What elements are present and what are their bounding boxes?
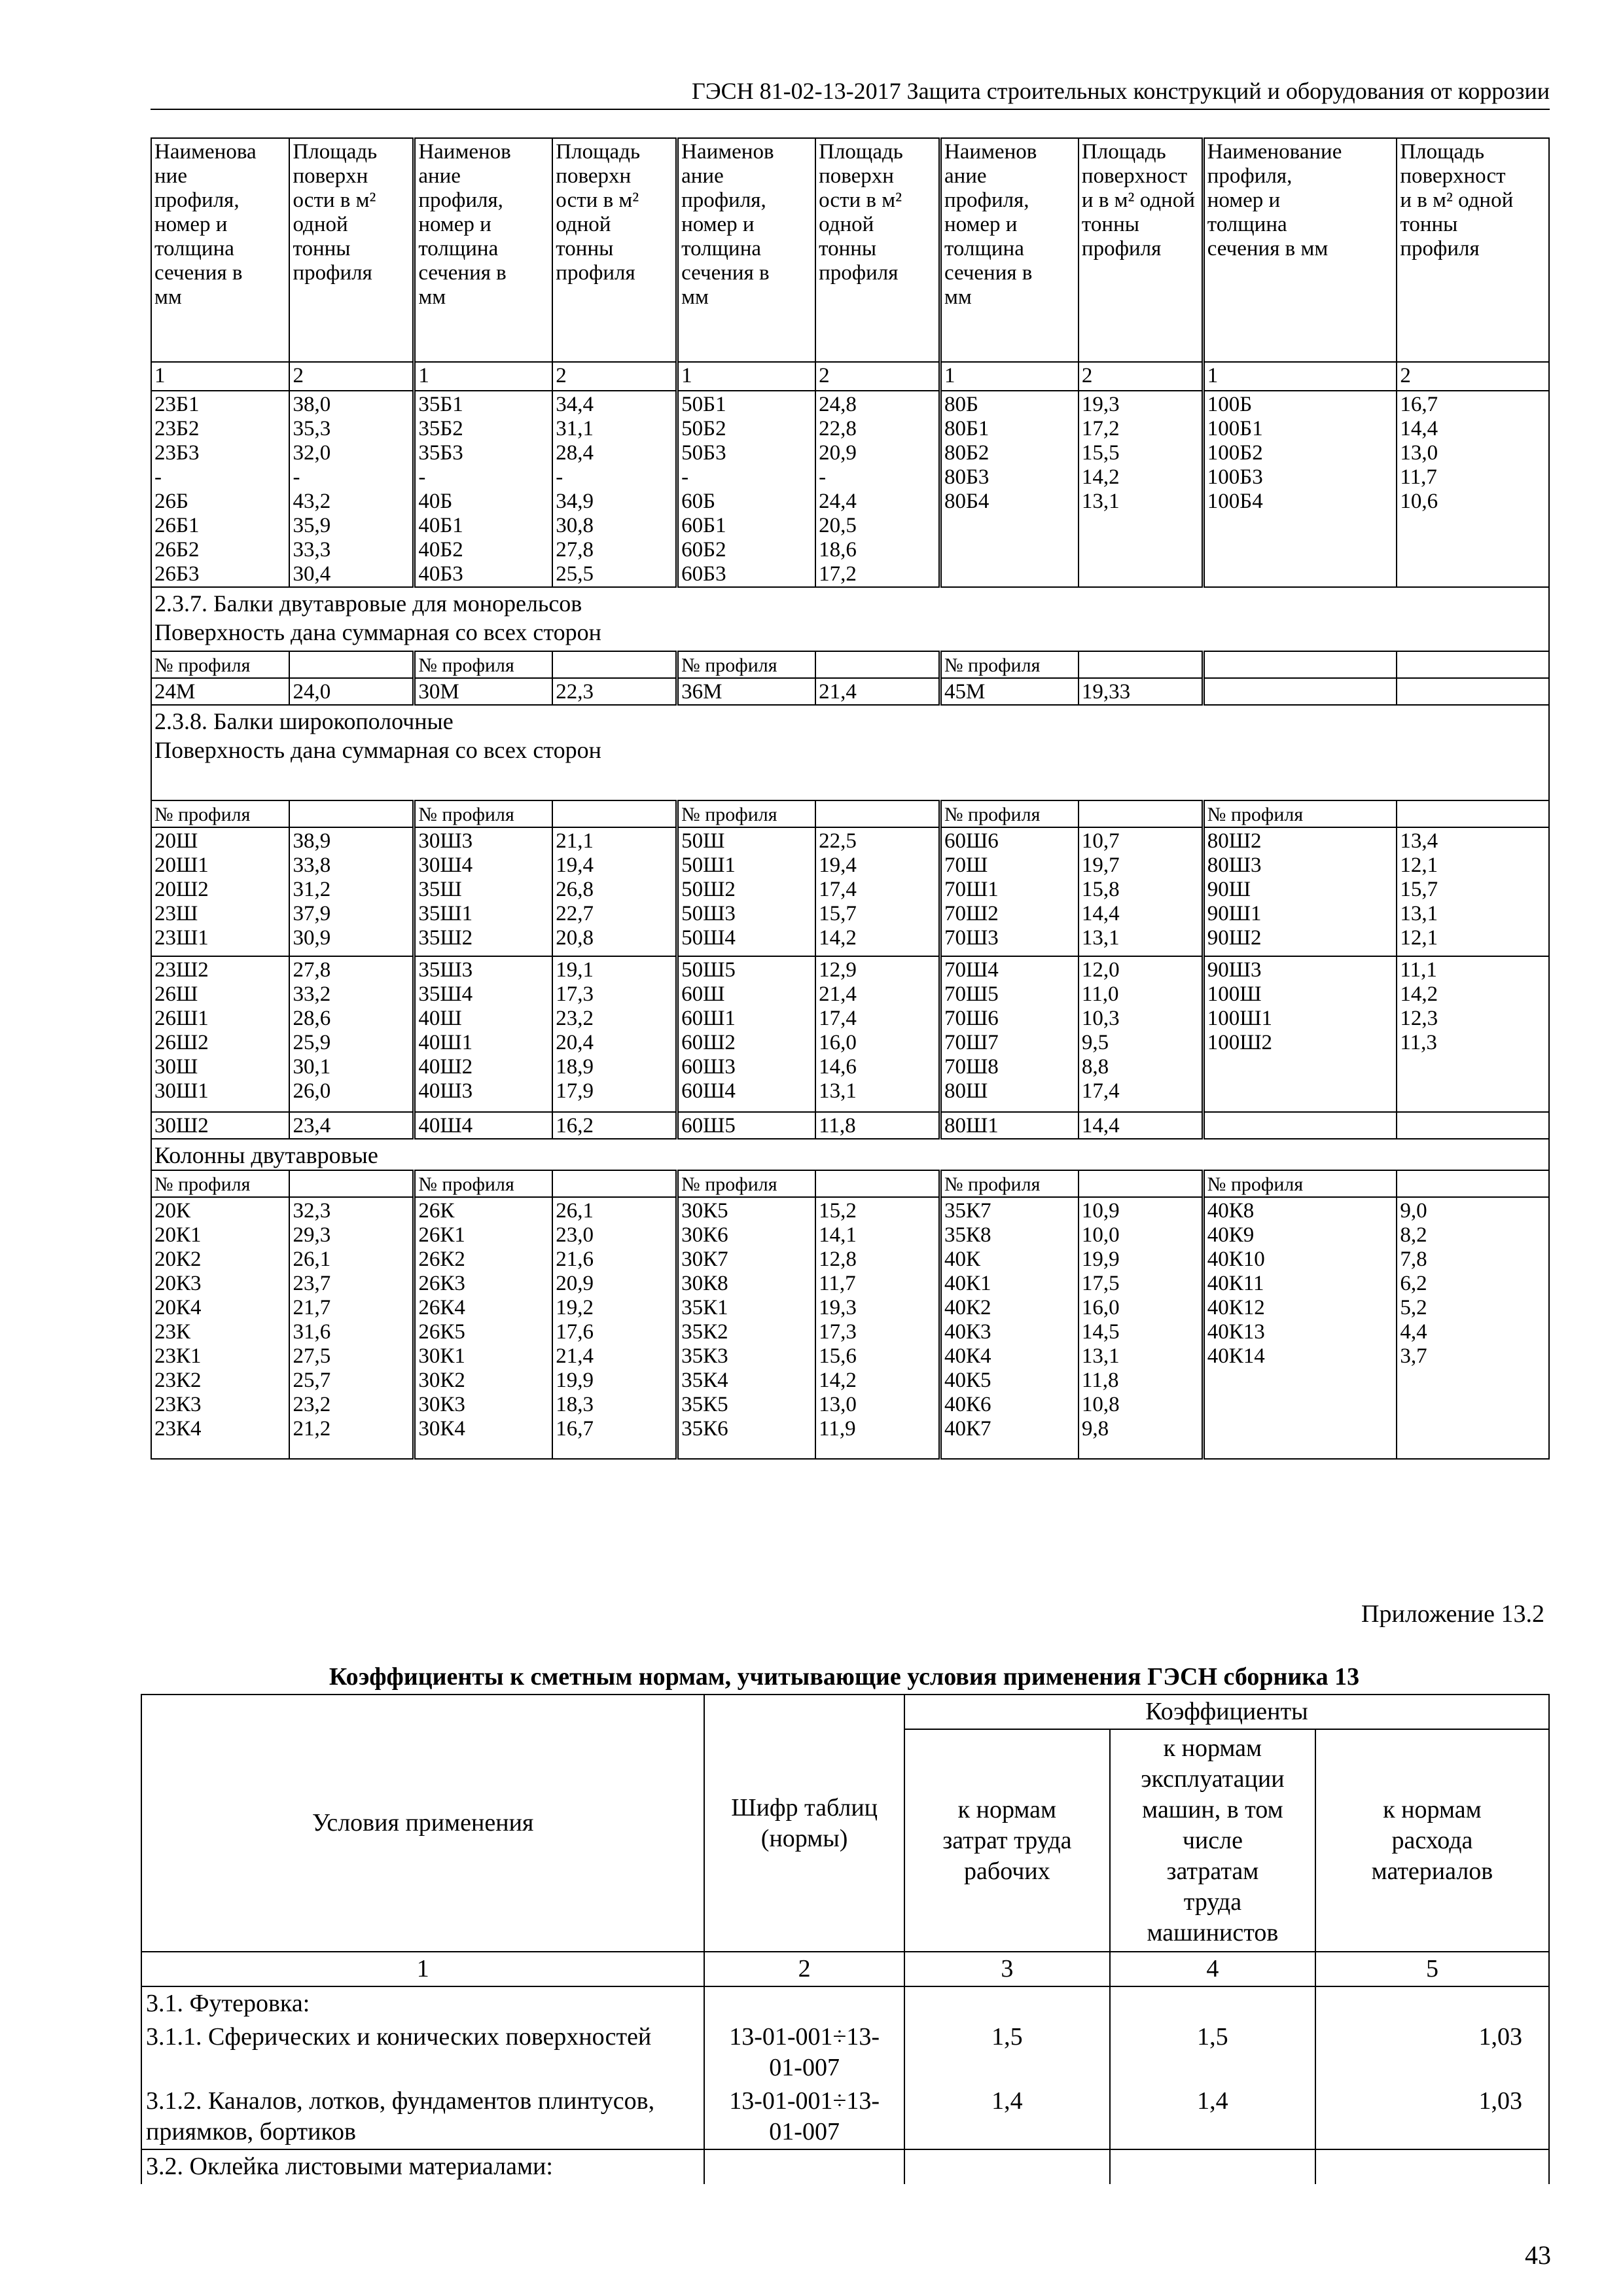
cell: 23Б1 23Б2 23Б3 - 26Б 26Б1 26Б2 26Б3 (151, 391, 289, 587)
profile-label-row (151, 800, 1549, 827)
table-header-row (151, 138, 1549, 362)
machines-cell (1110, 1986, 1315, 2020)
cell: 20Ш 20Ш1 20Ш2 23Ш 23Ш1 (151, 827, 289, 956)
col-number: 1 (151, 362, 289, 391)
cell: 19,33 (1079, 678, 1203, 705)
profile-label: № профиля (151, 1170, 289, 1197)
header-labor: к нормам затрат труда рабочих (904, 1729, 1110, 1952)
table-row (141, 2020, 1549, 2085)
header-cell: Площадь поверхн ости в м² одной тонны профиля (552, 138, 677, 362)
running-header: ГЭСН 81-02-13-2017 Защита строительных конструкций и оборудования от коррозии (692, 78, 1550, 104)
cell: 13,4 12,1 15,7 13,1 12,1 (1397, 827, 1549, 956)
cell: 20К 20К1 20К2 20К3 20К4 23К 23К1 23К2 23К3 23К4 (151, 1197, 289, 1459)
header-cell: Наименов ание профиля, номер и толщина сечения в мм (414, 138, 552, 362)
cell: 12,9 21,4 17,4 16,0 14,6 13,1 (815, 956, 940, 1112)
cell: 36М (677, 678, 815, 705)
header-cell: Площадь поверхност и в м² одной тонны профиля (1397, 138, 1549, 362)
cell: 34,4 31,1 28,4 - 34,9 30,8 27,8 25,5 (552, 391, 677, 587)
col-number: 3 (904, 1952, 1110, 1986)
header-cell: Наименова ние профиля, номер и толщина сечения в мм (151, 138, 289, 362)
cell (1397, 678, 1549, 705)
cell: 35К7 35К8 40К 40К1 40К2 40К3 40К4 40К5 40К6 40К7 (940, 1197, 1078, 1459)
cell (1203, 678, 1397, 705)
table-row (151, 678, 1549, 705)
code-cell (704, 1986, 904, 2020)
col-number: 1 (940, 362, 1078, 391)
col-number: 2 (552, 362, 677, 391)
profile-label: № профиля (1203, 800, 1397, 827)
cell: 19,1 17,3 23,2 20,4 18,9 17,9 (552, 956, 677, 1112)
cell: 12,0 11,0 10,3 9,5 8,8 17,4 (1079, 956, 1203, 1112)
cell: 19,3 17,2 15,5 14,2 13,1 (1079, 391, 1203, 587)
cell: 22,3 (552, 678, 677, 705)
code-cell (704, 2149, 904, 2184)
profile-label: № профиля (1203, 1170, 1397, 1197)
table-row (151, 827, 1549, 956)
header-cell: Наименов ание профиля, номер и толщина сечения в мм (940, 138, 1078, 362)
cell: 38,0 35,3 32,0 - 43,2 35,9 33,3 30,4 (289, 391, 414, 587)
cell: 27,8 33,2 28,6 25,9 30,1 26,0 (289, 956, 414, 1112)
cell: 60Ш6 70Ш 70Ш1 70Ш2 70Ш3 (940, 827, 1078, 956)
cell: 9,0 8,2 7,8 6,2 5,2 4,4 3,7 (1397, 1197, 1549, 1459)
cell: 40К8 40К9 40К10 40К11 40К12 40К13 40К14 (1203, 1197, 1397, 1459)
profile-label: № профиля (414, 651, 552, 678)
col-number: 2 (815, 362, 940, 391)
code-cell: 13-01-001÷13- 01-007 (704, 2085, 904, 2149)
profile-label: № профиля (151, 800, 289, 827)
table-row (151, 1197, 1549, 1459)
cell: 24,0 (289, 678, 414, 705)
header-machines: к нормам эксплуатации машин, в том числе затратам труда машинистов (1110, 1729, 1315, 1952)
profile-label: № профиля (940, 651, 1078, 678)
profile-label: № профиля (677, 800, 815, 827)
materials-cell (1315, 2149, 1549, 2184)
cell: 80Ш1 (940, 1112, 1078, 1139)
col-number: 1 (414, 362, 552, 391)
cell: 26К 26К1 26К2 26К3 26К4 26К5 30К1 30К2 30К3 30К4 (414, 1197, 552, 1459)
materials-cell: 1,03 (1315, 2085, 1549, 2149)
cell: 16,2 (552, 1112, 677, 1139)
cell: 40Ш4 (414, 1112, 552, 1139)
header-cell: Наименование профиля, номер и толщина сечения в мм (1203, 138, 1397, 362)
header-coefficients: Коэффициенты (904, 1695, 1549, 1729)
section-title: 2.3.8. Балки широкополочные (154, 708, 454, 734)
profile-label-row (151, 1170, 1549, 1197)
profile-label: № профиля (414, 800, 552, 827)
header-cell: Площадь поверхност и в м² одной тонны профиля (1079, 138, 1203, 362)
cell: 21,4 (815, 678, 940, 705)
materials-cell: 1,03 (1315, 2020, 1549, 2085)
cell: 14,4 (1079, 1112, 1203, 1139)
cell: 11,8 (815, 1112, 940, 1139)
profile-label: № профиля (940, 800, 1078, 827)
section-title: Колонны двутавровые (154, 1142, 378, 1168)
cell: 38,9 33,8 31,2 37,9 30,9 (289, 827, 414, 956)
section-row (151, 587, 1549, 651)
cell: 26,1 23,0 21,6 20,9 19,2 17,6 21,4 19,9 18,3 16,7 (552, 1197, 677, 1459)
labor-cell (904, 1986, 1110, 2020)
labor-cell: 1,4 (904, 2085, 1110, 2149)
table-row (141, 2149, 1549, 2184)
cell: 10,7 19,7 15,8 14,4 13,1 (1079, 827, 1203, 956)
col-number: 2 (1079, 362, 1203, 391)
cell (1203, 1112, 1397, 1139)
cell: 50Ш 50Ш1 50Ш2 50Ш3 50Ш4 (677, 827, 815, 956)
machines-cell (1110, 2149, 1315, 2184)
cell: 21,1 19,4 26,8 22,7 20,8 (552, 827, 677, 956)
cell: 50Б1 50Б2 50Б3 - 60Б 60Б1 60Б2 60Б3 (677, 391, 815, 587)
page-number: 43 (1525, 2240, 1551, 2270)
machines-cell: 1,5 (1110, 2020, 1315, 2085)
cell: 35Б1 35Б2 35Б3 - 40Б 40Б1 40Б2 40Б3 (414, 391, 552, 587)
cell: 50Ш5 60Ш 60Ш1 60Ш2 60Ш3 60Ш4 (677, 956, 815, 1112)
cell: 60Ш5 (677, 1112, 815, 1139)
materials-cell (1315, 1986, 1549, 2020)
header-code: Шифр таблиц (нормы) (704, 1695, 904, 1952)
header-cell: Наименов ание профиля, номер и толщина сечения в мм (677, 138, 815, 362)
profile-label: № профиля (940, 1170, 1078, 1197)
annex-label: Приложение 13.2 (1361, 1600, 1544, 1628)
cell: 45М (940, 678, 1078, 705)
table-row (151, 391, 1549, 587)
section-row (151, 705, 1549, 800)
cell: 30М (414, 678, 552, 705)
coef-header-row (141, 1695, 1549, 1729)
cell: 30Ш3 30Ш4 35Ш 35Ш1 35Ш2 (414, 827, 552, 956)
profile-label-row (151, 651, 1549, 678)
condition-cell: 3.2. Оклейка листовыми материалами: (141, 2149, 704, 2184)
col-number: 1 (1203, 362, 1397, 391)
col-number: 4 (1110, 1952, 1315, 1986)
coefficients-title: Коэффициенты к сметным нормам, учитывающие условия применения ГЭСН сборника 13 (329, 1663, 1360, 1691)
coef-number-row (141, 1952, 1549, 1986)
cell: 23,4 (289, 1112, 414, 1139)
condition-cell: 3.1.1. Сферических и конических поверхностей (141, 2020, 704, 2085)
table-row (151, 1112, 1549, 1139)
col-number: 2 (289, 362, 414, 391)
header-conditions: Условия применения (141, 1695, 704, 1952)
coefficients-table (141, 1694, 1550, 2184)
cell: 30К5 30К6 30К7 30К8 35К1 35К2 35К3 35К4 35К5 35К6 (677, 1197, 815, 1459)
header-cell: Площадь поверхн ости в м² одной тонны профиля (815, 138, 940, 362)
header-rule (151, 109, 1550, 110)
cell: 22,5 19,4 17,4 15,7 14,2 (815, 827, 940, 956)
cell: 15,2 14,1 12,8 11,7 19,3 17,3 15,6 14,2 13,0 11,9 (815, 1197, 940, 1459)
cell: 30Ш2 (151, 1112, 289, 1139)
cell: 24,8 22,8 20,9 - 24,4 20,5 18,6 17,2 (815, 391, 940, 587)
cell: 100Б 100Б1 100Б2 100Б3 100Б4 (1203, 391, 1397, 587)
col-number: 2 (1397, 362, 1549, 391)
header-materials: к нормам расхода материалов (1315, 1729, 1549, 1952)
cell: 10,9 10,0 19,9 17,5 16,0 14,5 13,1 11,8 10,8 9,8 (1079, 1197, 1203, 1459)
labor-cell: 1,5 (904, 2020, 1110, 2085)
labor-cell (904, 2149, 1110, 2184)
cell: 70Ш4 70Ш5 70Ш6 70Ш7 70Ш8 80Ш (940, 956, 1078, 1112)
cell: 23Ш2 26Ш 26Ш1 26Ш2 30Ш 30Ш1 (151, 956, 289, 1112)
condition-cell: 3.1.2. Каналов, лотков, фундаментов плинтусов, приямков, бортиков (141, 2085, 704, 2149)
table-row (151, 956, 1549, 1112)
cell: 90Ш3 100Ш 100Ш1 100Ш2 (1203, 956, 1397, 1112)
header-cell: Площадь поверхн ости в м² одной тонны профиля (289, 138, 414, 362)
col-number: 1 (677, 362, 815, 391)
code-cell: 13-01-001÷13- 01-007 (704, 2020, 904, 2085)
profile-label: № профиля (677, 1170, 815, 1197)
table-row (141, 1986, 1549, 2020)
cell: 35Ш3 35Ш4 40Ш 40Ш1 40Ш2 40Ш3 (414, 956, 552, 1112)
col-number: 5 (1315, 1952, 1549, 1986)
column-number-row (151, 362, 1549, 391)
cell: 11,1 14,2 12,3 11,3 (1397, 956, 1549, 1112)
cell: 80Ш2 80Ш3 90Ш 90Ш1 90Ш2 (1203, 827, 1397, 956)
cell: 32,3 29,3 26,1 23,7 21,7 31,6 27,5 25,7 23,2 21,2 (289, 1197, 414, 1459)
profile-label: № профиля (414, 1170, 552, 1197)
col-number: 1 (141, 1952, 704, 1986)
profile-label: № профиля (677, 651, 815, 678)
section-note: Поверхность дана суммарная со всех сторон (154, 737, 601, 763)
section-row (151, 1139, 1549, 1170)
cell: 16,7 14,4 13,0 11,7 10,6 (1397, 391, 1549, 587)
profile-label: № профиля (151, 651, 289, 678)
cell: 24М (151, 678, 289, 705)
section-title: 2.3.7. Балки двутавровые для монорельсов (154, 590, 582, 617)
condition-cell: 3.1. Футеровка: (141, 1986, 704, 2020)
profile-surface-table (151, 137, 1550, 1460)
section-note: Поверхность дана суммарная со всех сторон (154, 619, 601, 645)
cell: 80Б 80Б1 80Б2 80Б3 80Б4 (940, 391, 1078, 587)
col-number: 2 (704, 1952, 904, 1986)
table-row (141, 2085, 1549, 2149)
machines-cell: 1,4 (1110, 2085, 1315, 2149)
cell (1397, 1112, 1549, 1139)
